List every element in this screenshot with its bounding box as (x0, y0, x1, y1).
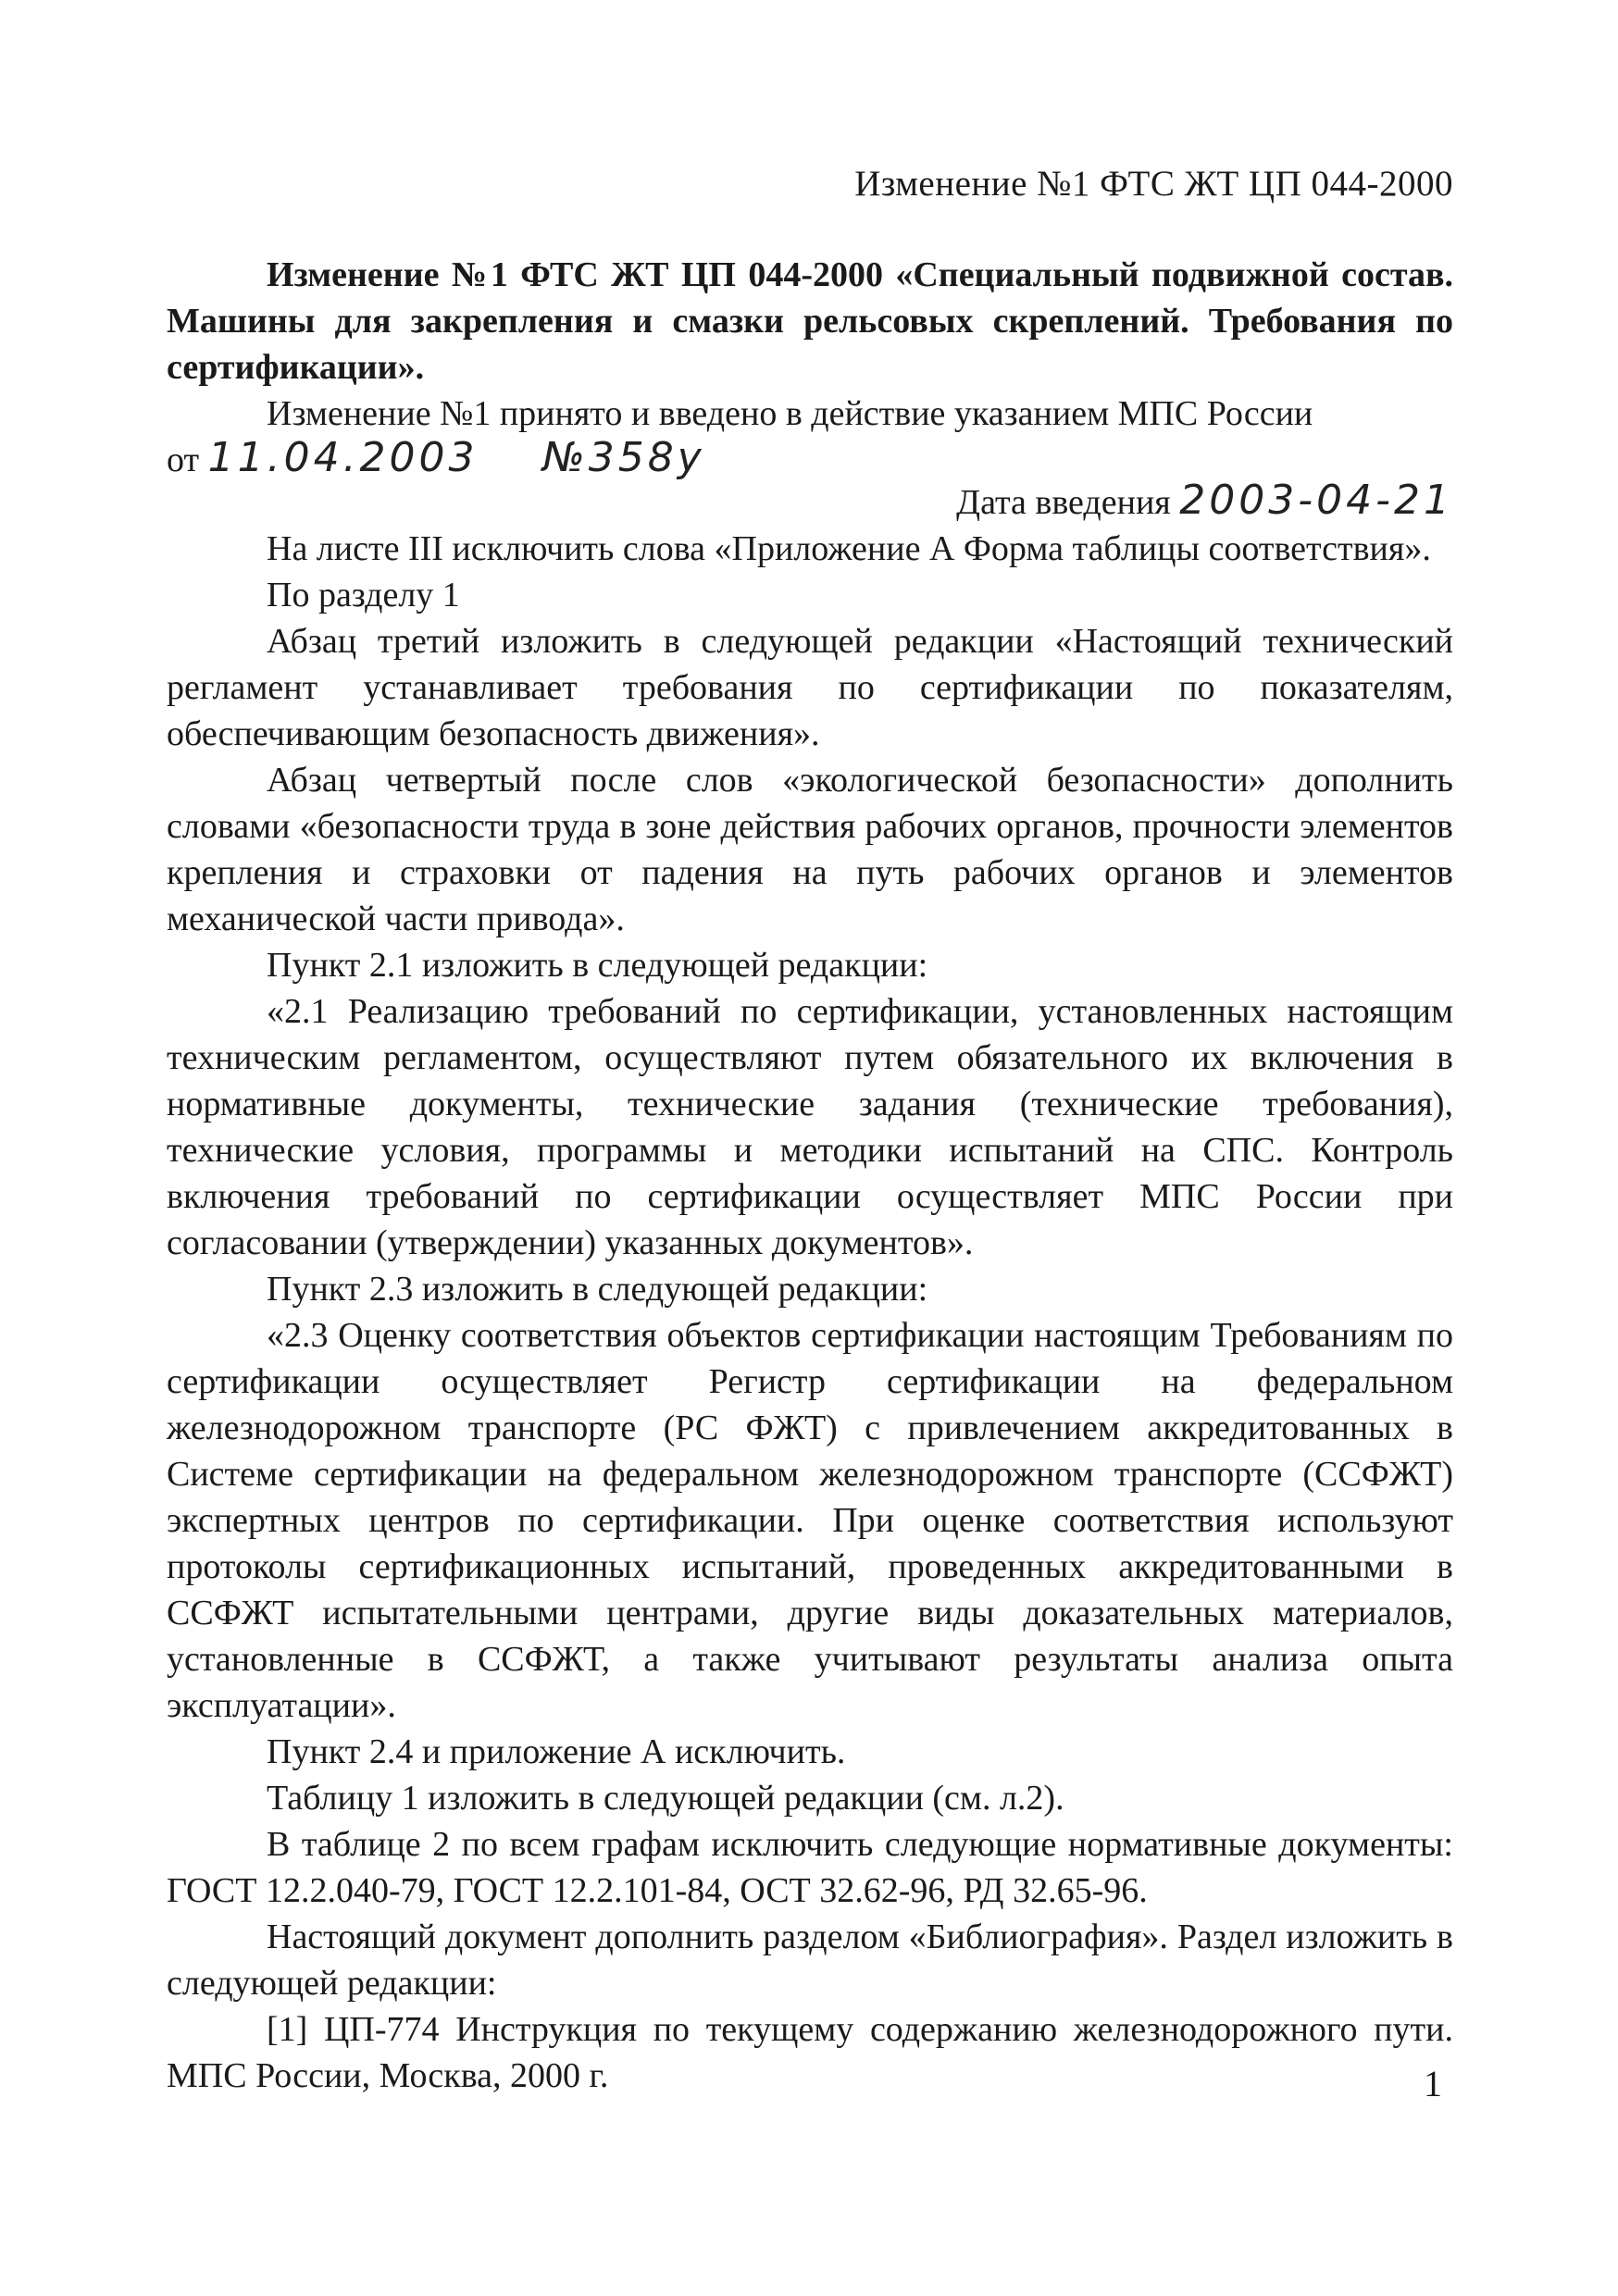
document-header: Изменение №1 ФТС ЖТ ЦП 044-2000 (854, 164, 1453, 204)
bibliography-entry: [1] ЦП-774 Инструкция по текущему содержанию железнодорожного пути. МПС России, Москва, 2000 г. (167, 2010, 1453, 2095)
intro-date-label: Дата введения (956, 483, 1171, 522)
paragraph: Абзац третий изложить в следующей редакции «Настоящий технический регламент устанавливает требования по сертификации по показателям, обеспечивающим безопасность движения». (167, 622, 1453, 753)
paragraph: Таблицу 1 изложить в следующей редакции (см. л.2). (267, 1779, 1064, 1818)
paragraph: Абзац четвертый после слов «экологической безопасности» дополнить словами «безопасности труда в зоне действия рабочих органов, прочности элементов крепления и страховки от падения на путь рабочих органов и элементов механической части привода». (167, 761, 1453, 938)
intro-date-row (167, 478, 1453, 526)
handwritten-date: 11.04.2003 (207, 434, 479, 481)
quoted-paragraph: «2.1 Реализацию требований по сертификации, установленных настоящим техническим регламентом, осуществляют путем обязательного их включения в нормативные документы, технические задания (технические требования), технические условия, программы и методики испытаний на СПС. Контроль включения требований по сертификации осуществляет МПС России при согласовании (утверждении) указанных документов». (167, 992, 1453, 1262)
amendment-title: Изменение №1 ФТС ЖТ ЦП 044-2000 «Специальный подвижной состав. Машины для закрепления и смазки рельсовых скреплений. Требования по сертификации». (167, 255, 1453, 387)
handwritten-intro-date: 2003-04-21 (1179, 477, 1453, 524)
paragraph: По разделу 1 (267, 576, 460, 614)
paragraph: Пункт 2.4 и приложение А исключить. (267, 1732, 846, 1771)
paragraph: Настоящий документ дополнить разделом «Библиография». Раздел изложить в следующей редакции: (167, 1917, 1453, 2003)
document-body (167, 252, 1453, 2099)
intro-line: Изменение №1 принято и введено в действие указанием МПС России (267, 394, 1313, 433)
quoted-paragraph: «2.3 Оценку соответствия объектов сертификации настоящим Требованиям по сертификации осуществляет Регистр сертификации на федеральном железнодорожном транспорте (РС ФЖТ) с привлечением аккредитованных в Системе сертификации на федеральном железнодорожном транспорте (ССФЖТ) экспертных центров по сертификации. При оценке соответствия используют протоколы сертификационных испытаний, проведенных аккредитованными в ССФЖТ испытательными центрами, другие виды доказательных материалов, установленные в ССФЖТ, а также учитывают результаты анализа опыта эксплуатации». (167, 1316, 1453, 1725)
paragraph: Пункт 2.3 изложить в следующей редакции: (267, 1270, 928, 1309)
from-prefix: от (167, 441, 200, 479)
paragraph: В таблице 2 по всем графам исключить следующие нормативные документы: ГОСТ 12.2.040-79, ГОСТ 12.2.101-84, ОСТ 32.62-96, РД 32.65-96. (167, 1825, 1453, 1910)
page-number: 1 (1424, 2063, 1442, 2104)
handwritten-number: №358у (542, 434, 705, 481)
paragraph: На листе III исключить слова «Приложение А Форма таблицы соответствия». (267, 529, 1431, 568)
paragraph: Пункт 2.1 изложить в следующей редакции: (267, 946, 928, 985)
